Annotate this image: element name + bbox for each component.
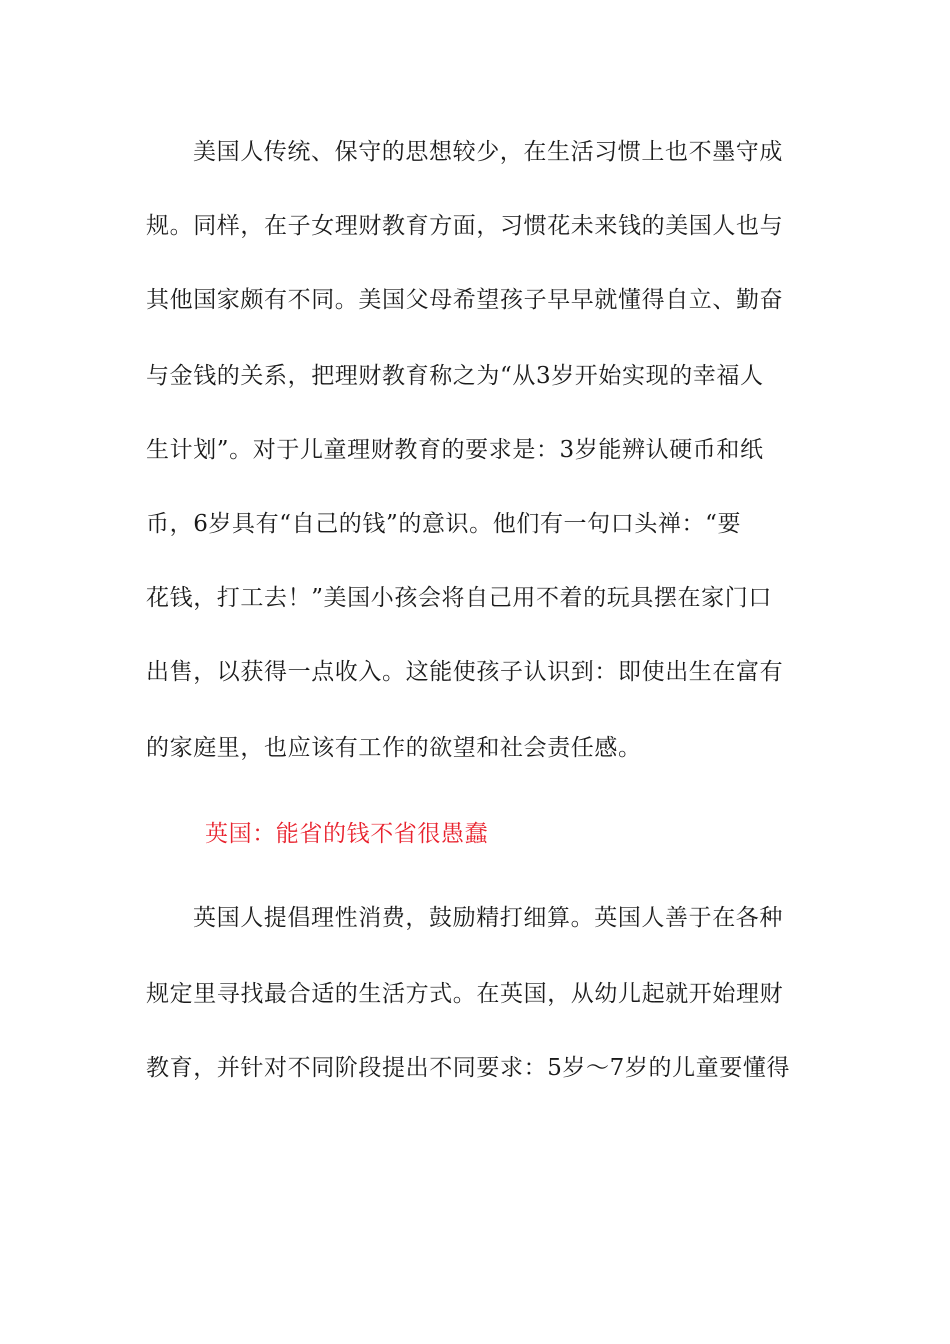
paragraph-line: 花钱，打工去！”美国小孩会将自己用不着的玩具摆在家门口 [146,585,772,611]
paragraph-line: 英国人提倡理性消费，鼓励精打细算。英国人善于在各种 [193,905,783,931]
paragraph-line: 教育，并针对不同阶段提出不同要求：5岁～7岁的儿童要懂得 [146,1055,791,1081]
paragraph-line: 美国人传统、保守的思想较少，在生活习惯上也不墨守成 [193,139,783,165]
paragraph-line: 规定里寻找最合适的生活方式。在英国，从幼儿起就开始理财 [146,981,784,1007]
paragraph-line: 与金钱的关系，把理财教育称之为“从3岁开始实现的幸福人 [146,363,764,389]
section-heading-uk: 英国：能省的钱不省很愚蠢 [205,821,489,847]
paragraph-line: 规。同样，在子女理财教育方面，习惯花未来钱的美国人也与 [146,213,784,239]
paragraph-line: 出售，以获得一点收入。这能使孩子认识到：即使出生在富有 [146,659,784,685]
paragraph-line: 的家庭里，也应该有工作的欲望和社会责任感。 [146,735,642,761]
paragraph-line: 其他国家颇有不同。美国父母希望孩子早早就懂得自立、勤奋 [146,287,784,313]
paragraph-line: 币，6岁具有“自己的钱”的意识。他们有一句口头禅：“要 [146,511,742,537]
paragraph-line: 生计划”。对于儿童理财教育的要求是：3岁能辨认硬币和纸 [146,437,764,463]
